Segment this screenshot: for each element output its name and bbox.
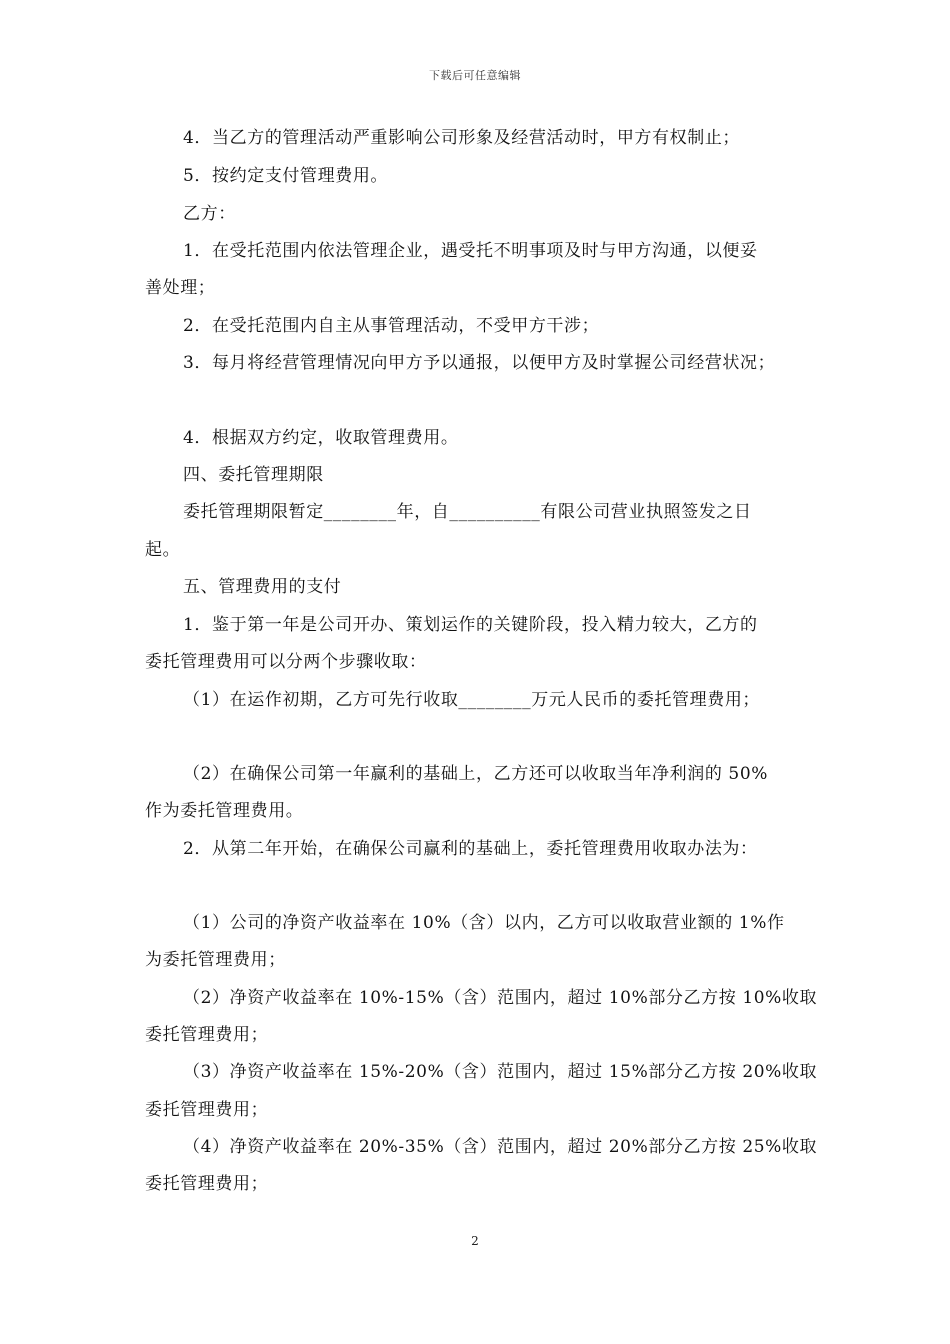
text-line: 起。 (145, 540, 181, 560)
text-line: 作为委托管理费用。 (145, 801, 304, 821)
section-heading: 四、委托管理期限 (183, 465, 324, 485)
text-line: （4）净资产收益率在 20%-35%（含）范围内，超过 20%部分乙方按 25%收取 (183, 1137, 818, 1157)
text-line: 委托管理费用； (145, 1174, 269, 1194)
text-line: 1．在受托范围内依法管理企业，遇受托不明事项及时与甲方沟通，以便妥 (183, 241, 758, 261)
section-heading: 乙方： (183, 204, 236, 224)
text-line: 委托管理费用； (145, 1025, 269, 1045)
text-line: 2．在受托范围内自主从事管理活动，不受甲方干涉； (183, 316, 600, 336)
text-line: 4．根据双方约定，收取管理费用。 (183, 428, 459, 448)
text-line: 委托管理费用可以分两个步骤收取： (145, 652, 427, 672)
page-header: 下载后可任意编辑 (429, 69, 521, 82)
text-line: 善处理； (145, 278, 216, 298)
text-line: 5．按约定支付管理费用。 (183, 166, 389, 186)
text-line: （1）公司的净资产收益率在 10%（含）以内，乙方可以收取营业额的 1%作 (183, 913, 785, 933)
text-line: 3．每月将经营管理情况向甲方予以通报，以便甲方及时掌握公司经营状况； (183, 353, 776, 373)
text-line: 2．从第二年开始，在确保公司赢利的基础上，委托管理费用收取办法为： (183, 839, 758, 859)
section-heading: 五、管理费用的支付 (183, 577, 342, 597)
text-line: 委托管理费用； (145, 1100, 269, 1120)
text-line: （3）净资产收益率在 15%-20%（含）范围内，超过 15%部分乙方按 20%收取 (183, 1062, 818, 1082)
text-line: 1．鉴于第一年是公司开办、策划运作的关键阶段，投入精力较大，乙方的 (183, 615, 758, 635)
text-line: 4．当乙方的管理活动严重影响公司形象及经营活动时，甲方有权制止； (183, 128, 741, 148)
text-line: （2）净资产收益率在 10%-15%（含）范围内，超过 10%部分乙方按 10%收取 (183, 988, 818, 1008)
text-line: （2）在确保公司第一年赢利的基础上，乙方还可以收取当年净利润的 50% (183, 764, 769, 784)
text-line: 委托管理期限暂定________年，自__________有限公司营业执照签发之日 (183, 502, 752, 522)
text-line: （1）在运作初期，乙方可先行收取________万元人民币的委托管理费用； (183, 690, 761, 710)
page-number: 2 (471, 1234, 479, 1248)
text-line: 为委托管理费用； (145, 950, 286, 970)
